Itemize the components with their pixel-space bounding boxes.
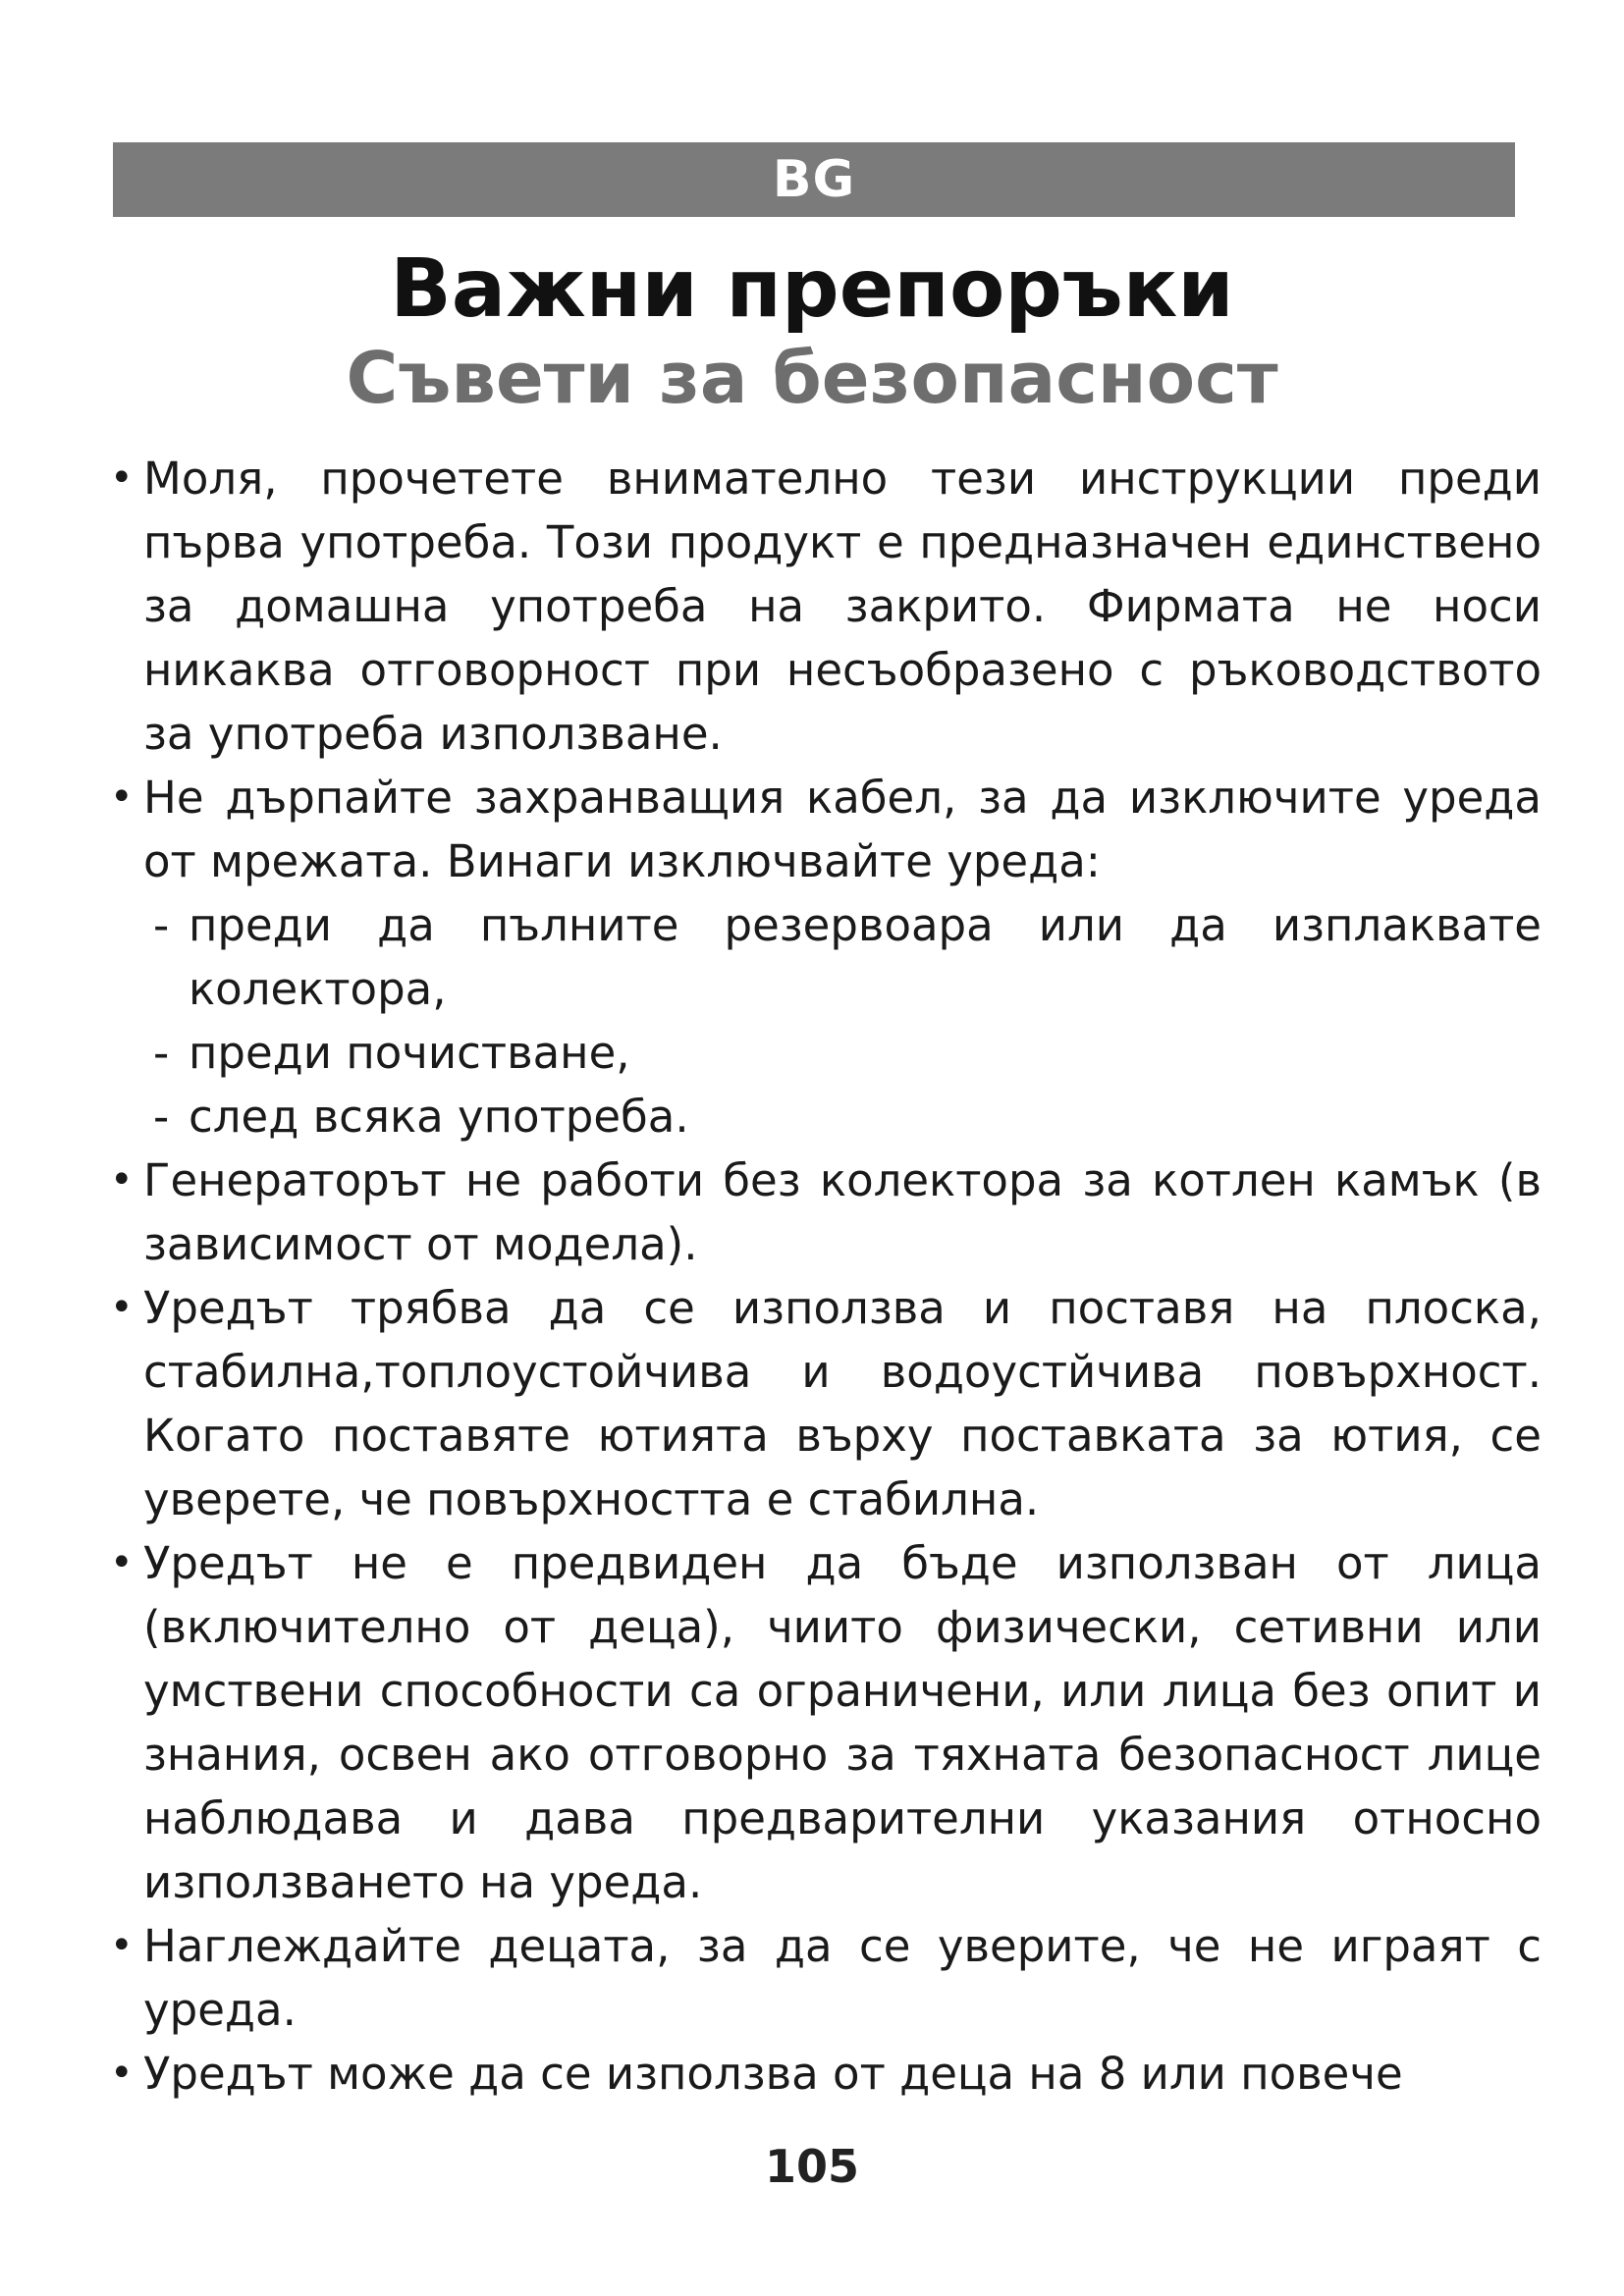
instruction-subitem — [108, 1021, 1542, 1085]
instruction-text: Уредът може да се използва от деца на 8 или повече — [143, 2048, 1403, 2100]
instruction-subitem — [108, 1085, 1542, 1148]
bullet-icon: • — [110, 1923, 134, 1968]
language-code: BG — [772, 150, 856, 209]
subitem-text: преди да пълните резервоара или да изплаквате колектора, — [189, 899, 1542, 1015]
dash-icon: - — [153, 899, 170, 951]
instruction-item — [108, 766, 1542, 893]
bullet-icon: • — [110, 1285, 134, 1330]
instruction-text: Моля, прочетете внимателно тези инструкции преди първа употреба. Този продукт е предназначен единствено за домашна употреба на закрито. Фирмата не носи никаква отговорност при несъобразено с ръководството за употреба използване. — [143, 453, 1542, 760]
instruction-item — [108, 1531, 1542, 1914]
bullet-icon: • — [110, 455, 134, 501]
instruction-item — [108, 2042, 1542, 2106]
instruction-subitem — [108, 893, 1542, 1021]
instruction-item — [108, 1148, 1542, 1276]
instruction-text: Не дърпайте захранващия кабел, за да изключите уреда от мрежата. Винаги изключвайте уреда: — [143, 772, 1542, 887]
instruction-text: Наглеждайте децата, за да се уверите, че не играят с уреда. — [143, 1920, 1542, 2036]
page-subtitle: Съвети за безопасност — [346, 337, 1278, 419]
page-title: Важни препоръки — [390, 242, 1234, 336]
instruction-text: Уредът не е предвиден да бъде използван от лица (включително от деца), чиито физически, сетивни или умствени способности са ограничени, или лица без опит и знания, освен ако отговорно за тяхната безопасност лице наблюдава и дава предварителни указания относно използването на уреда. — [143, 1537, 1542, 1908]
bullet-icon: • — [110, 1157, 134, 1202]
dash-icon: - — [153, 1027, 170, 1079]
language-header-bar — [113, 142, 1515, 217]
instruction-item — [108, 447, 1542, 766]
instruction-text: Уредът трябва да се използва и поставя на плоска, стабилна,топлоустойчива и водоустйчива повърхност. Когато поставяте ютията върху поставката за ютия, се уверете, че повърхността е стабилна. — [143, 1282, 1542, 1525]
bullet-icon: • — [110, 1540, 134, 1585]
dash-icon: - — [153, 1091, 170, 1143]
bullet-icon: • — [110, 2051, 134, 2096]
safety-instructions — [108, 447, 1542, 2106]
bullet-icon: • — [110, 774, 134, 820]
subitem-text: след всяка употреба. — [189, 1091, 689, 1143]
instruction-text: Генераторът не работи без колектора за котлен камък (в зависимост от модела). — [143, 1154, 1542, 1270]
page-number: 105 — [764, 2140, 860, 2193]
instruction-item — [108, 1914, 1542, 2042]
instruction-item — [108, 1276, 1542, 1531]
subitem-text: преди почистване, — [189, 1027, 630, 1079]
